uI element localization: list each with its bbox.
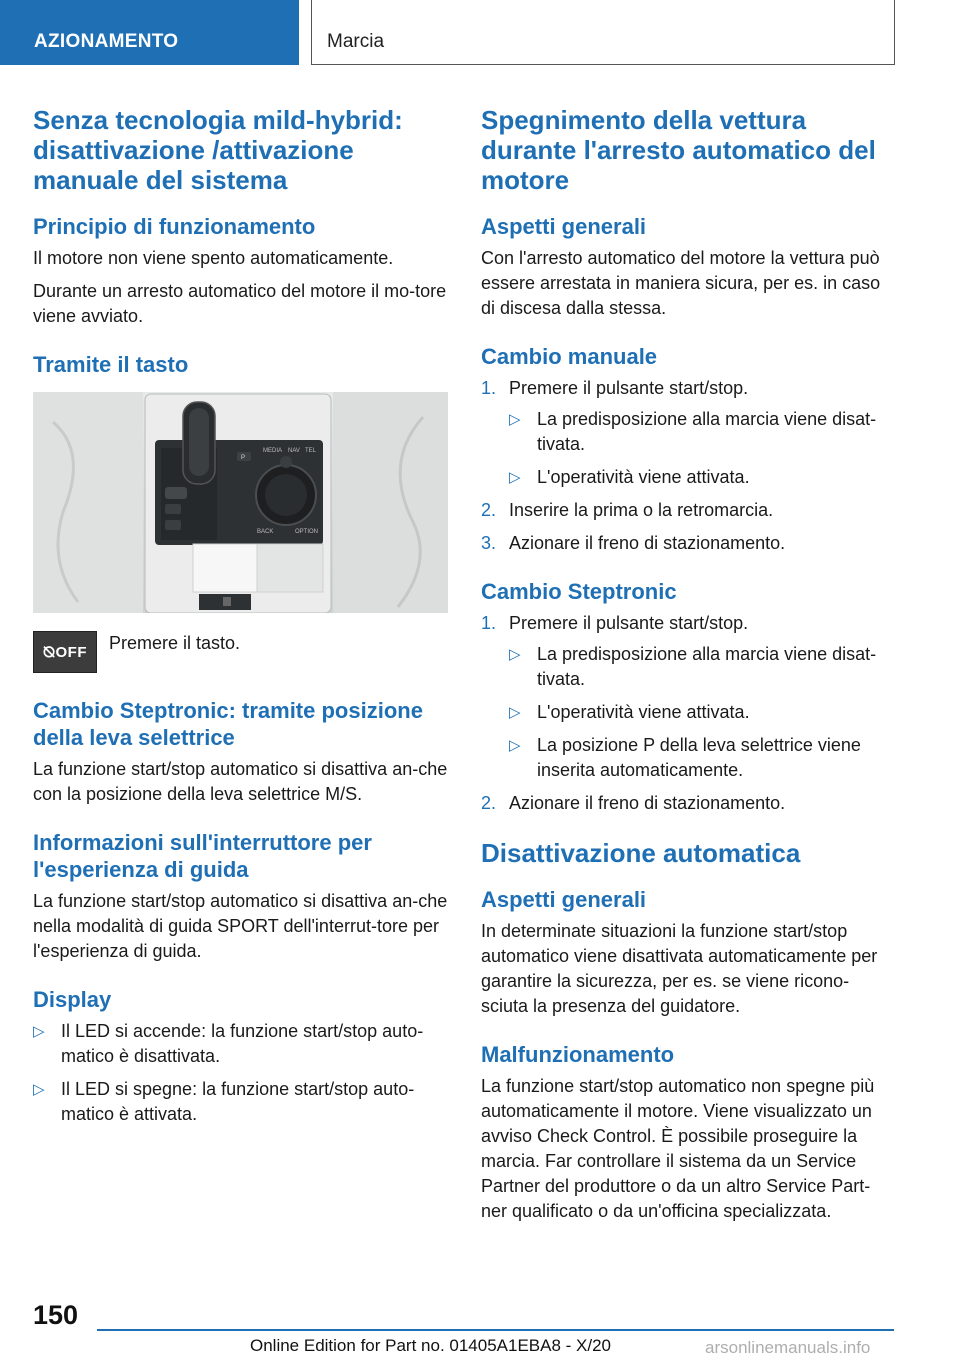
auto-generali-heading: Aspetti generali [481,887,647,912]
photo-label-tel: TEL [305,448,317,454]
bullet-triangle-icon: ▷ [33,1081,45,1098]
watermark: arsonlinemanuals.info [705,1338,871,1357]
display-heading: Display [33,987,112,1012]
list-item: ▷ La posizione P della leva selettrice viene inserita automaticamente. [509,735,861,780]
bullet-triangle-icon: ▷ [509,646,521,663]
auto-title: Disattivazione automatica [481,838,801,868]
tasto-instruction-text: Premere il tasto. [109,633,241,653]
list-item: ▷ La predisposizione alla marcia viene disat-tivata. [509,409,877,454]
tasto-instruction [33,631,448,673]
list-item: ▷ Il LED si accende: la funzione start/stop auto-matico è disattivata. [33,1021,424,1066]
gear-console-illustration [33,392,448,613]
bullet-triangle-icon: ▷ [33,1023,45,1040]
display-list [33,1019,448,1127]
bullet-triangle-icon: ▷ [509,704,521,721]
list-item: ▷ La predisposizione alla marcia viene disat-tivata. [509,644,877,689]
auto-generali-text: In determinate situazioni la funzione start/stop automatico viene disattivata automaticamente per garantire la sicurezza, per es. se viene ricono-sciuta la presenza del guidatore. [481,921,878,1016]
step-item: 1. Premere il pulsante start/stop. ▷ La predisposizione alla marcia viene disat-tivata. ▷ L'operatività viene attivata. ▷ La posizione P della leva selettrice viene inserita automaticamente. [481,611,896,783]
bullet-triangle-icon: ▷ [509,411,521,428]
step-item: 2. Inserire la prima o la retromarcia. [481,500,774,520]
principio-text-2: Durante un arresto automatico del motore il mo-tore viene avviato. [33,281,447,326]
steptronic-steps [481,611,896,816]
gear-console-photo [33,392,448,613]
auto-start-stop-off-icon: ⦰OFF [33,631,97,673]
chapter-title: Marcia [311,0,895,65]
interruttore-text: La funzione start/stop automatico si disattiva an-che nella modalità di guida SPORT dell'interrut-tore per l'esperienza di guida. [33,891,448,961]
steptronic-leva-heading: Cambio Steptronic: tramite posizione della leva selettrice [33,698,423,750]
section-tab: AZIONAMENTO [0,0,299,65]
steptronic-leva-text: La funzione start/stop automatico si disattiva an-che con la posizione della leva selettrice M/S. [33,759,448,804]
principio-text-1: Il motore non viene spento automaticamente. [33,248,394,268]
step-item: 1. Premere il pulsante start/stop. ▷ La predisposizione alla marcia viene disat-tivata. ▷ L'operatività viene attivata. [481,376,896,490]
malfunzionamento-text: La funzione start/stop automatico non spegne più automaticamente il motore. Viene visualizzato un avviso Check Control. È possibile proseguire la marcia. Far controllare il sistema da un Service Partner del produttore o da un altro Service Part-ner qualificato o da un'officina specializzata. [481,1076,875,1221]
right-column [481,105,896,1232]
photo-label-back: BACK [257,529,274,535]
bullet-triangle-icon: ▷ [509,469,521,486]
photo-label-media: MEDIA [263,448,283,454]
left-title: Senza tecnologia mild-hybrid: disattivazione /attivazione manuale del sistema [33,105,403,195]
principio-heading: Principio di funzionamento [33,214,316,239]
steptronic-heading: Cambio Steptronic [481,579,677,604]
tasto-heading: Tramite il tasto [33,352,189,377]
photo-label-nav: NAV [288,448,300,454]
list-item: ▷ L'operatività viene attivata. [509,700,896,725]
footer-divider [97,1329,894,1331]
bullet-triangle-icon: ▷ [509,737,521,754]
step-item: 2. Azionare il freno di stazionamento. [481,793,786,813]
photo-label-option: OPTION [295,529,319,535]
page-number: 150 [33,1300,79,1330]
generali-heading: Aspetti generali [481,214,647,239]
manuale-heading: Cambio manuale [481,344,658,369]
generali-text: Con l'arresto automatico del motore la vettura può essere arrestata in maniera sicura, per es. in caso di discesa dalla stessa. [481,248,881,318]
list-item: ▷ Il LED si spegne: la funzione start/stop auto-matico è attivata. [33,1079,415,1124]
list-item: ▷ L'operatività viene attivata. [509,465,896,490]
left-column [33,105,448,1135]
right-title: Spegnimento della vettura durante l'arresto automatico del motore [481,105,876,195]
malfunzionamento-heading: Malfunzionamento [481,1042,675,1067]
interruttore-heading: Informazioni sull'interruttore per l'esperienza di guida [33,830,372,882]
footer-edition: Online Edition for Part no. 01405A1EBA8 - X/20 [250,1336,612,1355]
manuale-steps [481,376,896,556]
photo-label-p: P [241,455,246,461]
step-item: 3. Azionare il freno di stazionamento. [481,533,786,553]
